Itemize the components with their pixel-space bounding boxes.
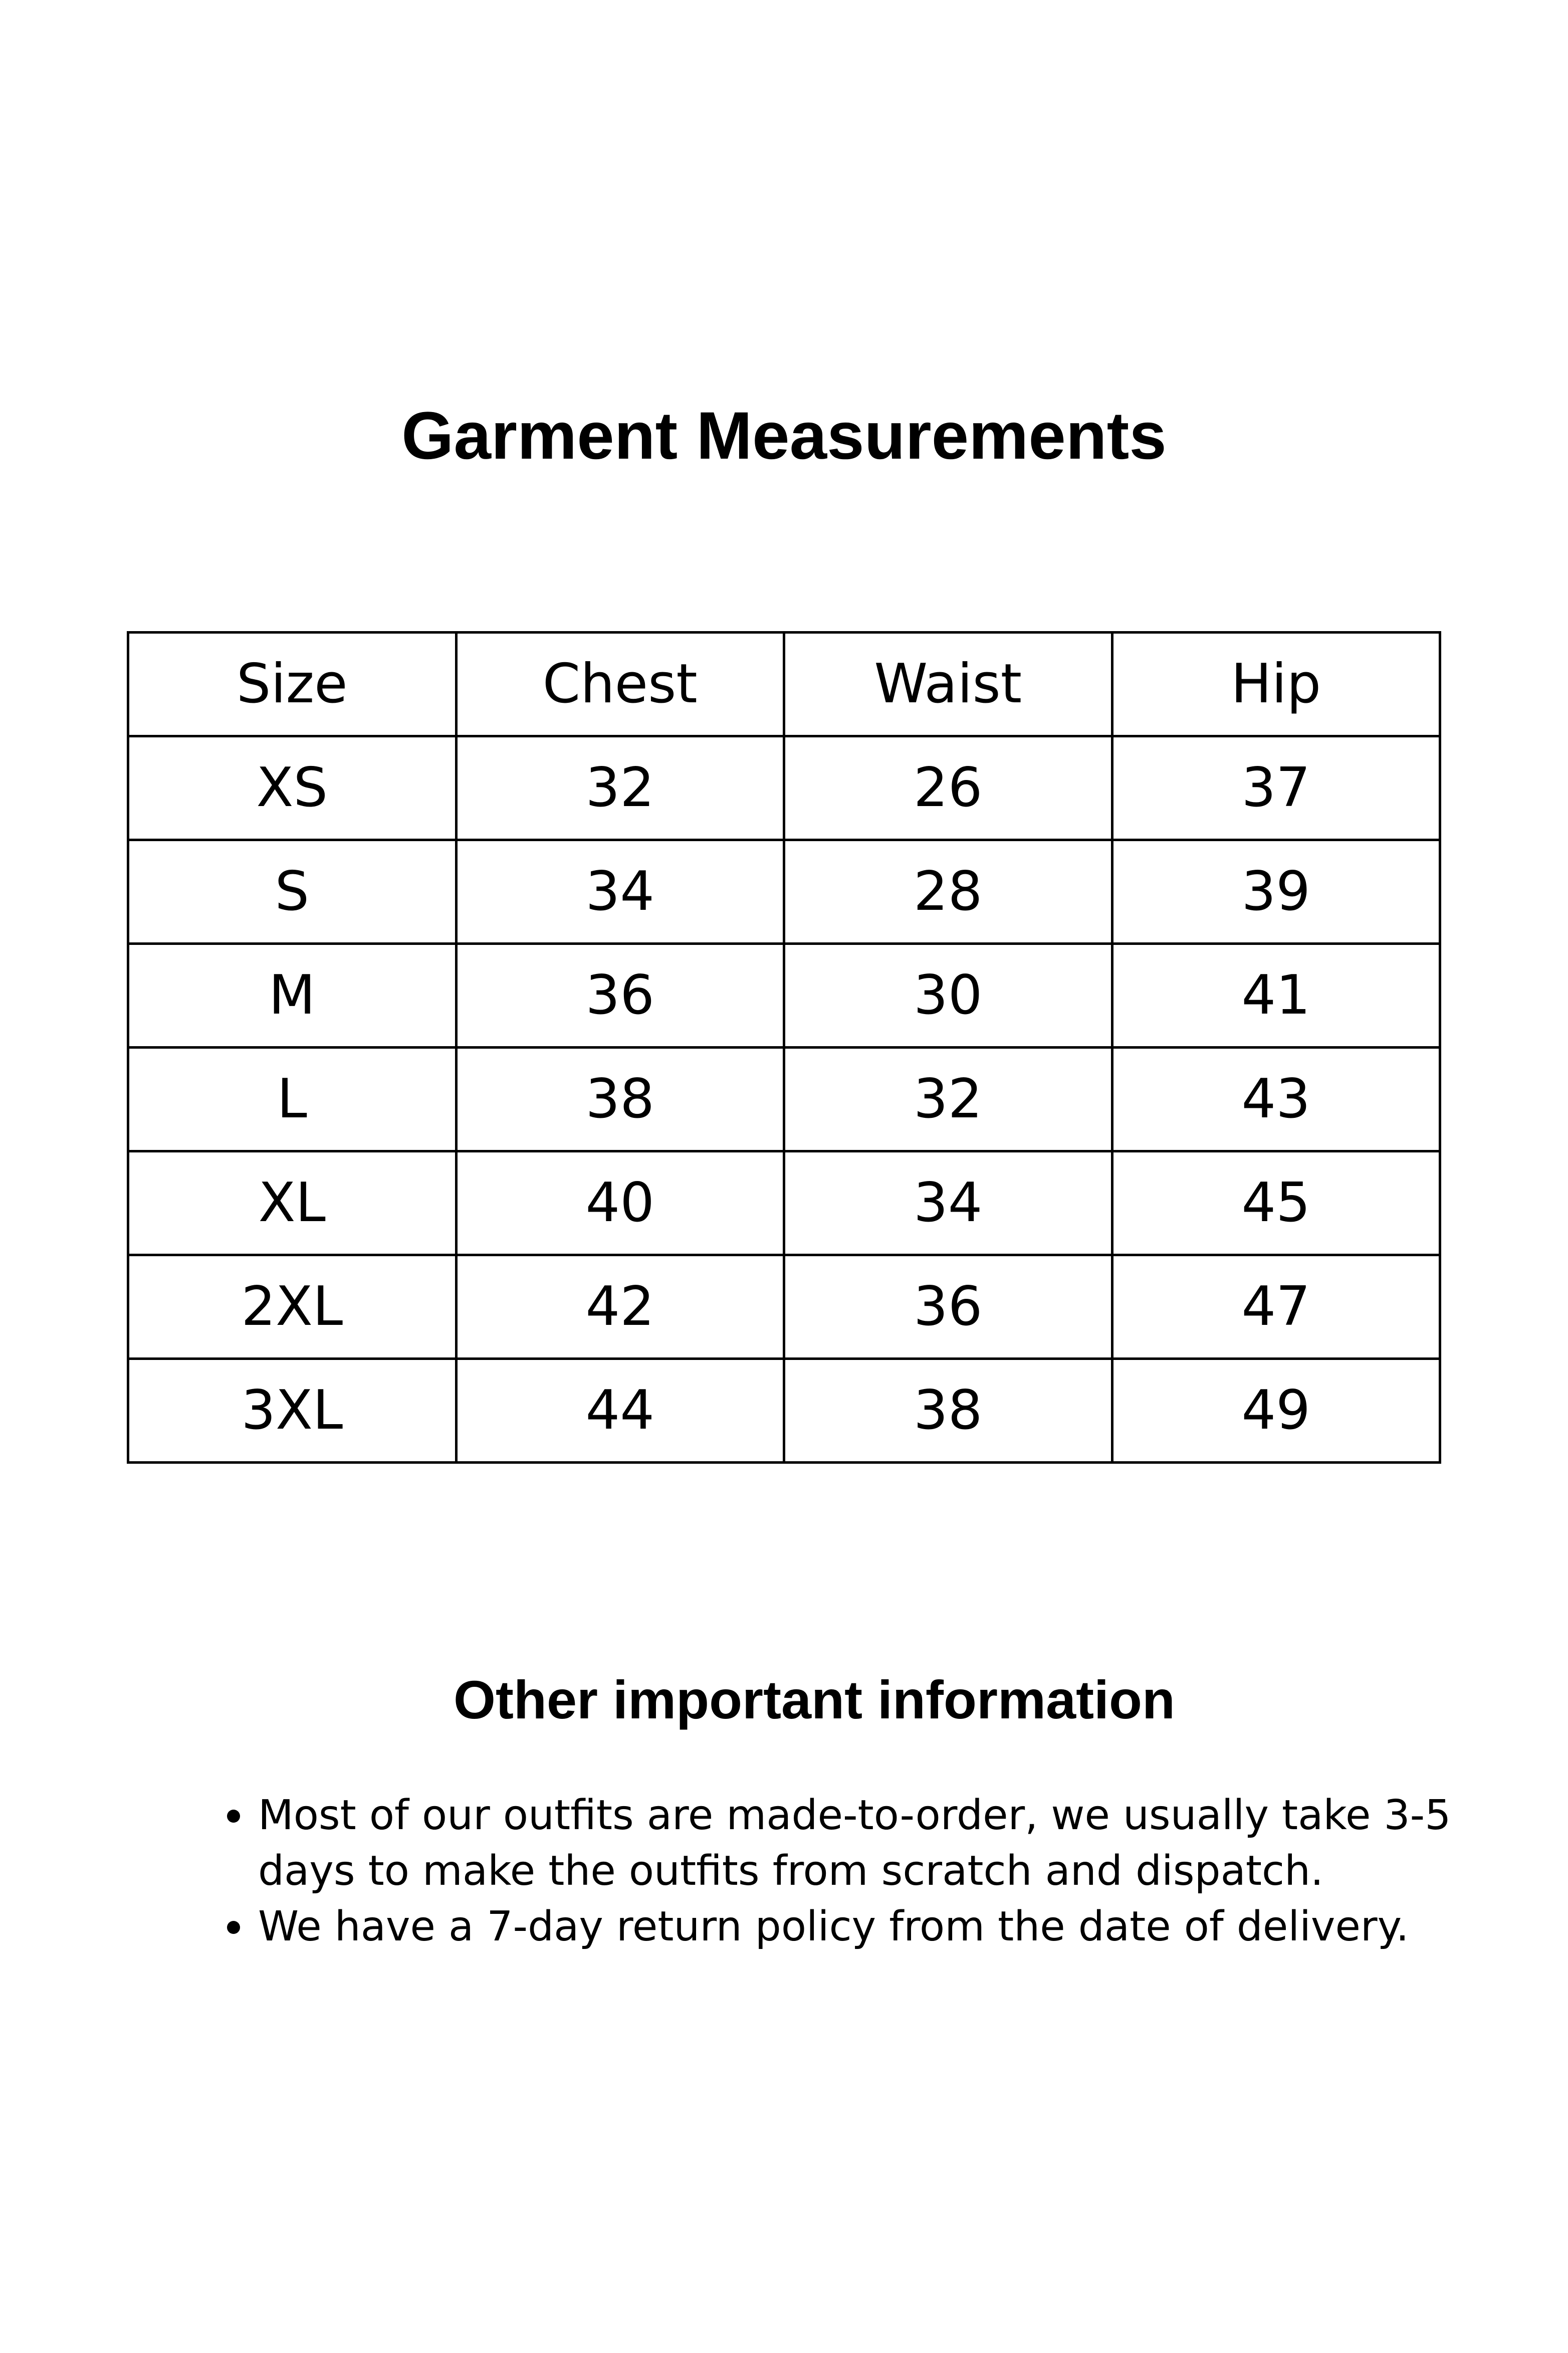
list-item [258, 1788, 1461, 1899]
column-header-waist: Waist [784, 633, 1112, 736]
info-heading: Other important information [454, 1669, 1175, 1730]
cell-waist: 26 [784, 736, 1112, 840]
column-header-chest: Chest [456, 633, 784, 736]
table-row [128, 736, 1440, 840]
table-row [128, 1255, 1440, 1359]
cell-waist: 32 [784, 1048, 1112, 1151]
cell-size: XS [128, 736, 457, 840]
cell-size: M [128, 944, 457, 1048]
cell-hip: 41 [1112, 944, 1440, 1048]
bullet-icon [227, 1810, 240, 1823]
cell-chest: 34 [456, 840, 784, 944]
column-header-size: Size [128, 633, 457, 736]
cell-size: L [128, 1048, 457, 1151]
table-header-row [128, 633, 1440, 736]
cell-hip: 45 [1112, 1151, 1440, 1255]
cell-chest: 38 [456, 1048, 784, 1151]
cell-waist: 38 [784, 1359, 1112, 1463]
bullet-icon [227, 1921, 240, 1934]
cell-waist: 36 [784, 1255, 1112, 1359]
measurements-table-container [127, 631, 1441, 1464]
list-item-text: Most of our outfits are made-to-order, we usually take 3-5 days to make the outfits from scratch and dispatch. [258, 1792, 1451, 1895]
table-row [128, 1151, 1440, 1255]
table-row [128, 944, 1440, 1048]
cell-chest: 32 [456, 736, 784, 840]
cell-size: 3XL [128, 1359, 457, 1463]
cell-size: 2XL [128, 1255, 457, 1359]
cell-waist: 28 [784, 840, 1112, 944]
cell-chest: 40 [456, 1151, 784, 1255]
table-row [128, 1048, 1440, 1151]
cell-hip: 39 [1112, 840, 1440, 944]
cell-chest: 44 [456, 1359, 784, 1463]
cell-waist: 30 [784, 944, 1112, 1048]
page-title: Garment Measurements [401, 399, 1167, 473]
cell-hip: 47 [1112, 1255, 1440, 1359]
cell-hip: 49 [1112, 1359, 1440, 1463]
cell-hip: 37 [1112, 736, 1440, 840]
list-item [258, 1899, 1461, 1954]
info-list [223, 1788, 1461, 1954]
cell-chest: 42 [456, 1255, 784, 1359]
cell-size: XL [128, 1151, 457, 1255]
cell-hip: 43 [1112, 1048, 1440, 1151]
table-row [128, 1359, 1440, 1463]
cell-chest: 36 [456, 944, 784, 1048]
column-header-hip: Hip [1112, 633, 1440, 736]
measurements-table [127, 631, 1441, 1464]
table-row [128, 840, 1440, 944]
cell-waist: 34 [784, 1151, 1112, 1255]
cell-size: S [128, 840, 457, 944]
list-item-text: We have a 7-day return policy from the date of delivery. [258, 1903, 1409, 1950]
